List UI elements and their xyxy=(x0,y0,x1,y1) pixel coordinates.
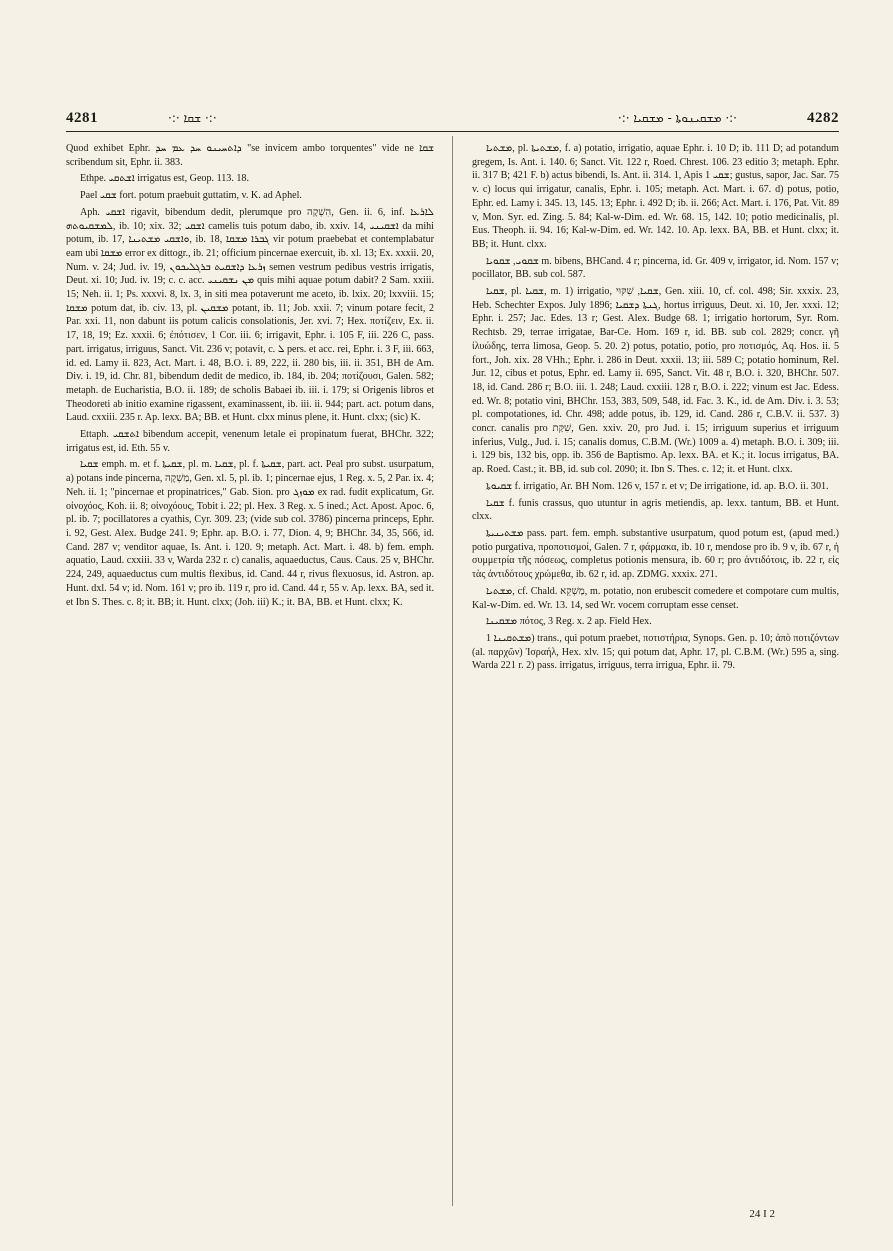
column-divider xyxy=(452,136,453,1206)
right-paragraph: ܫܩܝܐ, pl. ܫܩܝܐ, m. 1) irrigatio, ܫܩܝܐ, שִׁקּוּי, Gen. xiii. 10, cf. col. 498; Sir. xxxix. 23, Heb. Schechter Expos. July 1896; ܓܢܬܐ ܕܫܩܝܐ, hortus irriguus, Deut. xi. 10, Jer. xxxi. 12; Ephr. i. 257; Jac. Edes. 13 r; Gest. Alex. Budge 68. 1; irrigatio hortorum, Syr. Rom. Rechtsb. 29, terrae irrigatae, Bar-Ce. Hom. 169 r, id. BB. sub col. 2829; concr. γῆ ἰλυώδης, terra limosa, Geop. 5. 20. 2) potus, potatio, potio, pro ποτισμός, Aq. Hos. ii. 5 fort., Joh. xix. 28 VHh.; Ephr. i. 286 in Deut. xxxii. 13; iii. 589 C; potatio hominum, Rel. Jur. 12, cibus et potus, Ephr. ed. Lamy ii. 695, Sanct. Vit. 48 r, B.O. i. 320, BHChr. 507. 18, id. Cand. 286 r; B.O. iii. 1. 248; Laud. cxxiii. 128 r, B.O. i. 222; vinum est Jac. Edess. ed. Wr. 8; potatio vini, BHChr. 153, 383, 509, 548, id. Fac. 3. K., id. de Am. Div. i. 3. 53; pl. compotationes, id. Chr. 498; adde potus, ib. 129, id. Cand. 286 r, C.B.V. ii. 537. 3) concr. canalis pro שִׁקַּת, Gen. xxiv. 20, pro Jud. i. 15; irriguum superius et irriguum inferius, Vulg., Jud. i. 15; canalis domus, C.B.M. (Wr.) 1009 a. 4) metaph. B.O. i. 309; iii. i. 129 bis, 132 bis, opp. ib. 356 de Baptismo. Ap. lexx. BA. et K.; it. locus irrigatus, BA. ap. Roed. Cast.; it. BB, id. sub col. 2090; it. Ibn S. Thes. c. 12; it. et Hunt. clxx. xyxy=(472,286,839,476)
header-left xyxy=(66,110,217,127)
right-paragraph: ܡܫܩܝܢܐ πότος, 3 Reg. x. 2 ap. Field Hex. xyxy=(486,616,652,628)
right-paragraph: ܫܩܘܝ, ܫܩܘܝܐ m. bibens, BHCand. 4 r; pincerna, id. Gr. 409 v, irrigator, id. Nom. 157 v; pocillator, BB. sub col. 587. xyxy=(472,255,839,281)
right-paragraph: ܡܫܬܩܝܢܐ 1) trans., qui potum praebet, ποτιστήρια, Synops. Gen. p. 10; ἀπὸ ποτιζόντων (al. παρχῶν) Ἰσραήλ, Hex. xlv. 15; qui potum dat, Aphr. 17, pl. C.B.M. (Wr.) 595 a, sing. Warda 221 r. 2) pass. irrigatus, irriguus, terra irrigua, Ephr. ii. 79. xyxy=(472,632,839,672)
left-paragraph: Ethpe. ܐܫܬܩܝ irrigatus est, Geop. 113. 18. xyxy=(80,173,250,185)
left-paragraph: Aph. ܐܫܩܝ rigavit, bibendum dedit, plerumque pro הִשְׁקָה, Gen. ii. 6, inf. ܠܐܪܥܐ ܠܡܫܩܝܘܬܗ, ib. 10; xix. 32; ܐܫܩܝ camelis tuis potum dabo, ib. xxiv. 14, ܐܫܩܝܢܝ da mihi potum, ib. 17, ܘܐܫܩܝ ܡܫܬܝܢܐ, ib. 18, ܓܒܪܐ ܡܫܩܐ vir potum praebebat et contemplabatur eam ubi ܡܫܩܐ error ex dittogr., ib. 21; officium pincernae exercuit, ib. xl. 13; Ex. xxxii. 20, Num. v. 24; Jud. iv. 19, ܙܪܥܐ ܕܐܫܩܝܬ ܒܪܓܠܝܟܘܢ semen vestrum pedibus vestris irrigatis, Deut. xi. 10; Jud. iv. 19; c. c. acc. ܡܢ ܢܫܩܝܢܝ quis mihi aquae potum dabit? 2 Sam. xxiii. 15; Neh. ii. 1; Ps. xxxvi. 8, lx. 3, in siti mea potaverunt me aceto, ib. lxix. 20; lxxviii. 15; ܡܫܩܐ potum dat, ib. civ. 13, pl. ܡܫܩܝܢ potant, ib. 11; Job. xxii. 7; vinum potare fecit, 2 Par. xxi. 11, non dabunt iis potum calicis consolationis, Jer. xvi. 7; Hex. ποτίζειν, Ex. ii. 17, 18, 19; Ez. xxxii. 6; ἐπότισεν, 1 Cor. iii. 6; irrigavit, Ephr. i. 105 F, iii. 226 C, pass. part. irrigatus, irriguus, Sanct. Vit. 236 v; potavit, c. ܠ pers. et acc. rei, Ephr. i. 3 F, iii. 663, id. ed. Lamy ii. 823, Act. Mart. i. 48, B.O. i. 89, 222, ii. 280 bis, iii. ii. 351, BH de Am. Div. i. 19, id. Chr. 81, bibendum dedit de medico, ib. 184, ib. 204; ποτίζουσι, Galen. 582; metaph. de Eucharistia, B.O. ii. 189; de scholis Babaei ib. iii. i. 179; si Origenis libros et Theodoreti ab initio examine rigassent, examinassent, ib. iii. ii. 944; part. act. potum dans, Laud. cxxiii. 235 r. Ap. lexx. BA; BB. et Hunt. clxx minus plene, it. Hunt. clxx; (sic) K. xyxy=(66,206,434,424)
right-paragraph: ܫܩܝܐ f. funis crassus, quo utuntur in agris metiendis, ap. lexx. tantum, BB. et Hunt. clxx. xyxy=(472,497,839,523)
left-paragraph: Pael ܫܩܝ fort. potum praebuit guttatim, v. K. ad Aphel. xyxy=(80,190,302,202)
right-page-number: 4282 xyxy=(807,109,839,126)
right-running-head: ·:· ܡܫܩܝܢܘܬܐ - ܡܫܩܝܐ ·:· xyxy=(617,110,737,125)
right-paragraph: ܡܫܬܝܢܝܬܐ pass. part. fem. emph. substantive usurpatum, quod potum est, (apud med.) potio purgativa, προποτισμοί, Galen. 7 r, φάρμακα, ib. 10 r, mendose pro ib. 9 v, ib. 67 r, ἡ συμμετρία τῆς πόσεως, completus potionis mensura, ib. 60 r; pro ἀντιδότοις, ib. 22 r, εἰς τὰς ἀντιδότους χρώμεθα, ib. 62 r, id. ap. ZDMG. xxxix. 271. xyxy=(472,527,839,581)
page-header xyxy=(66,106,839,130)
left-paragraph: Quod exhibet Ephr. ܕܐܬܚܝܢܘ ܚܕ ܥܡ ܚܕ "se invicem ambo torquentes" vide ne ܫܩܐ scribendum sit, Ephr. ii. 383. xyxy=(66,143,434,168)
right-paragraph: ܡܫܬܝܐ, cf. Chald. מַשְׁקֵא, m. potatio, non erubescit comedere et compotare cum multis, Kal-w-Dim. ed. Wr. 13. 14, sed Wr. vocem corruptam esse censet. xyxy=(472,585,839,611)
left-running-head: ·:· ܫܩܐ ·:· xyxy=(168,110,217,125)
left-paragraph: Ettaph. ܐܬܫܩܝ bibendum accepit, venenum letale ei propinatum fuerat, BHChr. 322; irrigatus est, id. Eth. 55 v. xyxy=(66,429,434,454)
left-page-number: 4281 xyxy=(66,109,98,126)
right-column xyxy=(472,142,839,1202)
left-column xyxy=(66,142,434,1202)
right-paragraph: ܡܫܬܝܐ, pl. ܡܫܬܝܬܐ, f. a) potatio, irrigatio, aquae Ephr. i. 10 D; ib. 111 D; ad potandum gregem, Is. Ant. i. 140. 6; Sanct. Vit. 122 r, Roed. Chrest. 106. 23 editio 3; metaph. Ephr. ii. 317 B; 421 F. b) actus bibendi, Is. Ant. ii. 314. 1, Apis ܫܩܝ 1; gustus, sapor, Jac. Sar. 75 v. c) locus qui irrigatur, canalis, Ephr. i. 105; metaph. Act. Mart. i. 67. d) potus, potio, Ephr. ed. Lamy i. 345. 13, 145. 13; Ephr. i. 492 D; ib. ii. 266; Act. Mart. i. 176, Pat. Vit. 89 v, Mon. Syr. ed. Zing. 5. 84; Kal-w-Dim. ed. Wr. 68. 15, 142. 10; potio medicinalis, pl. Eus. Theoph. ii. 94. 16; Kal-w-Dim. ed. Wr. 142. 10. Ap. lexx. BA, BB. et Hunt. clxx; it. BB; it. Hunt. clxx. xyxy=(472,143,839,250)
header-rule xyxy=(66,131,839,132)
header-right xyxy=(618,110,839,127)
right-paragraph: ܫܩܝܘܬܐ f. irrigatio, Ar. BH Nom. 126 v, 157 r. et v; De irrigatione, id. ap. B.O. ii. 301. xyxy=(486,480,829,492)
left-paragraph: ܫܩܝܐ emph. m. et f. ܫܩܝܬܐ, pl. m. ܫܩܝܐ, pl. f. ܫܩܝܬܐ, part. act. Peal pro subst. usurpatum, a) potans inde pincerna, מַשְׁקֶה, Gen. xl. 5, pl. ib. 1; pincernae ejus, 1 Reg. x. 5, 2 Par. ix. 4; Neh. ii. 1; "pincernae et propinatrices," Gab. Sion. pro ܡܘܙܓ ex rad. fudit explicatum, Gr. οἰνοχόος, Koh. ii. 8; οἰνοχόους, Tobit i. 22; pl. Hex. 3 Reg. x. 5 ined.; Act. Apost. Apoc. 6, pl. ib. 7; pocillatores a cyathis, Cyr. 309. 23; (vide sub col. 3786) pincerna princeps, Ephr. i. 92, Gest. Alex. Budge 241. 9; Ephr. ap. B.O. i. 77, Dion. 4, 9; BHChr. 34, 35, 566, id. Cand. 287 v; venditor aquae, Is. Ant. i. 120. 9; metaph. Act. Mart. i. 48. b) fem. emph. aquatio, Laud. cxxiii. 33 v, Warda 232 r. c) canalis, aquaeductus, Caus. Caus. 25 v, BHChr. 224, 249, aquaeductus cum multis flexibus, id. Cand. 44 r, rivus flexuosus, id. Astron. ap. Hunt. dxl. 54 v; id. Nom. 161 v; pro ib. 119 r, pro id. Cand. 44 r, 55 v. Ap. lexx. BA, sed it. et Ibn S. Thes. c. 8; it. BB; it. Hunt. clxx; (Joh. iii) K.; it. BA, BB. et Hunt. clxx; K. xyxy=(66,459,434,608)
signature-mark: 24 I 2 xyxy=(749,1208,775,1220)
